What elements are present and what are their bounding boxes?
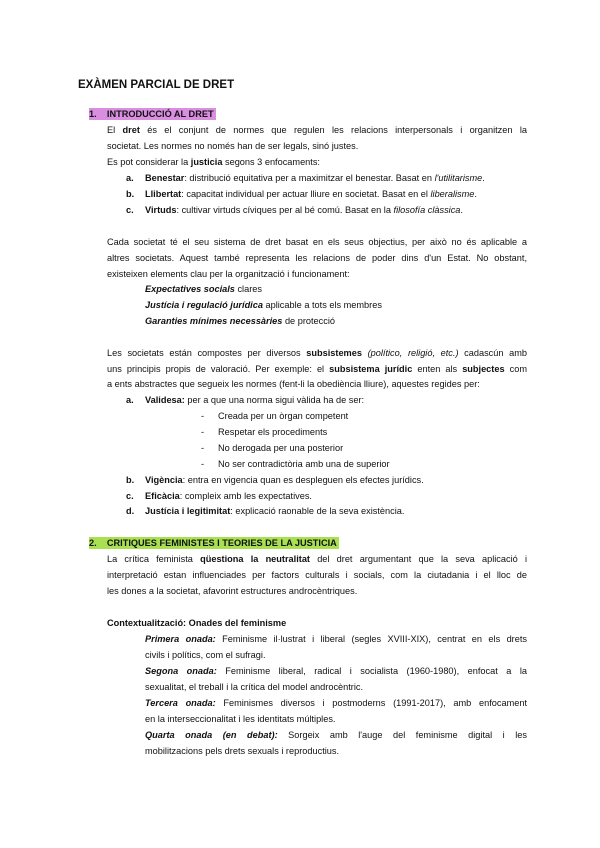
paragraph-line: Les societats están compostes per diversos subsistemes (político, religió, etc.) cadascún amb [107, 348, 527, 358]
wave-item: Segona onada: Feminisme liberal, radical i socialista (1960-1980), enfocat a la [145, 666, 527, 676]
dash-bullet: - [201, 459, 205, 469]
list-item-text: Validesa: per a que una norma sigui vàlida ha de ser: [145, 395, 365, 405]
element-item: Expectatives socials clares [145, 284, 262, 294]
section-1-title: INTRODUCCIÓ AL DRET [106, 109, 214, 119]
list-item-text: Benestar: distribució equitativa per a maximitzar el benestar. Basat en l'utilitarisme. [145, 173, 485, 183]
list-item-text: Vigència: entra en vigencia quan es despleguen els efectes jurídics. [145, 475, 424, 485]
sub-item: No derogada per una posterior [218, 443, 344, 453]
list-item: c. [126, 491, 134, 501]
list-item: a. [126, 173, 134, 183]
wave-item: Quarta onada (en debat): Sorgeix amb l'auge del feminisme digital i les [145, 730, 527, 740]
list-item: b. [126, 189, 135, 199]
section-2-heading [89, 537, 339, 549]
section-2-highlight [89, 537, 339, 549]
section-1-number: 1. [89, 109, 97, 119]
list-item-text: Justícia i legitimitat: explicació raonable de la seva existència. [145, 506, 405, 516]
wave-item: Tercera onada: Feminismes diversos i postmoderns (1991-2017), amb enfocament [145, 698, 527, 708]
wave-item-cont: mobilitzacions pels drets sexuals i reproductius. [145, 746, 340, 756]
list-item-text: Virtuds: cultivar virtuds cíviques per al bé comú. Basat en la filosofía clàssica. [145, 205, 463, 215]
list-item: a. [126, 395, 134, 405]
section-2-title: CRITIQUES FEMINISTES I TEORIES DE LA JUSTICIA [106, 538, 337, 548]
wave-item-cont: civils i polítics, com el sufragi. [145, 650, 266, 660]
list-item: c. [126, 205, 134, 215]
sub-item: Respetar els procediments [218, 427, 328, 437]
paragraph-line: uns principis propis de valoració. Per exemple: el subsistema jurídic enten als subjectes com [107, 364, 527, 374]
section-1-heading [89, 108, 216, 120]
paragraph-line: altres societats. Aquest també representa les relacions de poder dins d'un Estat. No obstant, [107, 253, 527, 263]
sub-item: No ser contradictòria amb una de superior [218, 459, 390, 469]
list-item-text: Eficàcia: compleix amb les expectatives. [145, 491, 312, 501]
wave-item-cont: en la interseccionalitat i les identitats múltiples. [145, 714, 336, 724]
dash-bullet: - [201, 411, 205, 421]
dash-bullet: - [201, 443, 205, 453]
paragraph-line: El dret és el conjunt de normes que regulen les relacions interpersonals i organitzen la [107, 125, 527, 135]
context-heading: Contextualització: Onades del feminisme [107, 618, 287, 628]
section-1-highlight [89, 108, 216, 120]
element-item: Justícia i regulació jurídica aplicable a tots els membres [145, 300, 382, 310]
paragraph-line: existeixen elements clau per la organització i funcionament: [107, 269, 350, 279]
list-item-text: Llibertat: capacitat individual per actuar lliure en societat. Basat en el liberalisme. [145, 189, 477, 199]
paragraph-line: Es pot considerar la justicia segons 3 enfocaments: [107, 157, 320, 167]
section-2-number: 2. [89, 538, 97, 548]
dash-bullet: - [201, 427, 205, 437]
paragraph-line: societat. Les normes no només han de ser legals, sinó justes. [107, 141, 359, 151]
sub-item: Creada per un òrgan competent [218, 411, 349, 421]
paragraph-line: a ents abstractes que segueix les normes (fent-li la obediència lliure), aquestes regides per: [107, 379, 480, 389]
paragraph-line: interpretació estan influenciades per factors culturals i socials, com la ciutadania i el lloc de [107, 570, 527, 580]
list-item: d. [126, 506, 135, 516]
document-title: EXÀMEN PARCIAL DE DRET [78, 79, 235, 91]
list-item: b. [126, 475, 135, 485]
paragraph-line: Cada societat té el seu sistema de dret basat en els seus objectius, per això no és aplicable a [107, 237, 527, 247]
element-item: Garanties mínimes necessàries de protecció [145, 316, 335, 326]
wave-item-cont: sexualitat, el treball i la crítica del model androcèntric. [145, 682, 364, 692]
wave-item: Primera onada: Feminisme il·lustrat i liberal (segles XVIII-XIX), centrat en els drets [145, 634, 527, 644]
paragraph-line: La crítica feminista qüestiona la neutralitat del dret argumentant que la seva aplicació i [107, 554, 527, 564]
paragraph-line: les dones a la societat, afavorint estructures androcèntriques. [107, 586, 358, 596]
